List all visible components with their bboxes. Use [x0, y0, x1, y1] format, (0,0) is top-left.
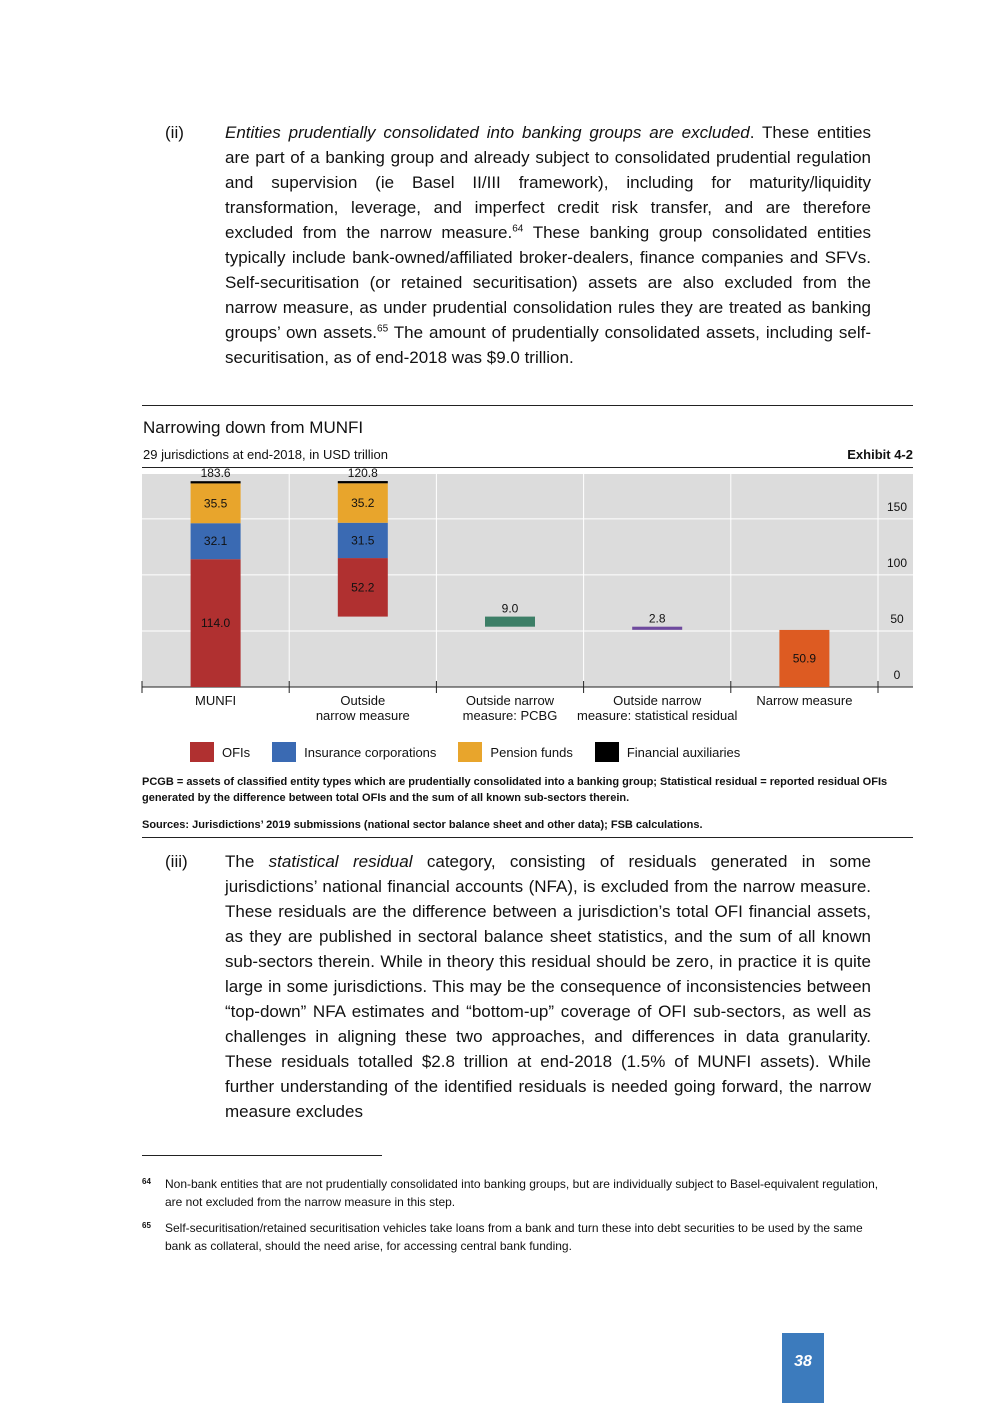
- legend-swatch: [190, 742, 214, 762]
- legend-label: Financial auxiliaries: [626, 744, 741, 760]
- exhibit-subtitle: 29 jurisdictions at end-2018, in USD trillion: [143, 447, 388, 462]
- text-segment: The: [225, 852, 269, 871]
- total-label: 2.8: [648, 611, 666, 626]
- footnote-ref-65[interactable]: 65: [377, 323, 389, 335]
- x-category-label: measure: PCBG: [462, 708, 558, 723]
- exhibit-number: Exhibit 4-2: [847, 447, 913, 462]
- paragraph-text: [225, 849, 871, 1124]
- data-label: 52.2: [351, 580, 375, 595]
- total-label: 120.8: [347, 466, 378, 481]
- legend-label: Pension funds: [490, 744, 573, 760]
- text-segment: category, consisting of residuals generated in some jurisdictions’ national financial accounts (NFA), is excluded from the narrow measure. These residuals are the difference between a jurisdiction’s total OFI financial assets, as they are published in sectoral balance sheet statistics, and the sum of all known sub-sectors therein. While in theory this residual should be zero, in practice it is quite large in some jurisdictions. This may be the consequence of inconsistencies between “top-down” NFA estimates and “bottom-up” coverage of OFI sub-sectors, as well as challenges in aligning these two approaches, and differences in data granularity. These residuals totalled $2.8 trillion at end-2018 (1.5% of MUNFI assets). While further understanding of the identified residuals is needed going forward, the narrow measure excludes: [225, 852, 871, 1121]
- footnote-text: Non-bank entities that are not prudentially consolidated into banking groups, but are individually subject to Basel-equivalent regulation, are not excluded from the narrow measure in this step.: [165, 1177, 879, 1209]
- footnote-number: 65: [142, 1221, 151, 1230]
- x-category-label: Outside: [340, 693, 386, 708]
- x-category-label: Narrow measure: [756, 693, 853, 708]
- legend-label: OFIs: [222, 744, 251, 760]
- footnote-ref-64[interactable]: 64: [512, 223, 524, 235]
- data-label: 31.5: [351, 533, 375, 548]
- legend-item-insurance: [272, 742, 436, 762]
- total-label: 183.6: [200, 466, 231, 481]
- text-segment: . These entities are part of a banking group and already subject to consolidated prudential regulation and supervision (ie Basel II/III framework), including for maturity/liquidity transformation, leverage, and imperfect credit risk transfer, and are therefore excluded from the narrow measure.: [225, 123, 871, 242]
- page-number-box: [782, 1333, 824, 1403]
- legend-label: Insurance corporations: [304, 744, 437, 760]
- bar-segment-statistical-residual: [632, 627, 682, 630]
- paragraph-marker: (iii): [165, 852, 188, 871]
- x-category-label: Outside narrow: [465, 693, 555, 708]
- chart-legend: [190, 742, 762, 762]
- exhibit-title: Narrowing down from MUNFI: [143, 418, 364, 437]
- legend-swatch: [458, 742, 482, 762]
- x-category-label: MUNFI: [195, 693, 237, 708]
- data-label: 35.5: [203, 496, 228, 511]
- y-tick-label: 0: [893, 668, 901, 682]
- paragraph-iii: [165, 849, 871, 1124]
- x-category-label: measure: statistical residual: [576, 708, 738, 723]
- text-segment: These banking group consolidated entities typically include bank-owned/affiliated broker-dealers, finance companies and SFVs. Self-securitisation (or retained securitisation) assets are also excluded from the narrow measure, as under prudential consolidation rules they are treated as banking groups’ own assets.: [225, 223, 871, 342]
- paragraph-marker: (ii): [165, 123, 184, 142]
- data-label: 50.9: [792, 651, 817, 666]
- footnote-text: Self-securitisation/retained securitisation vehicles take loans from a bank and turn these into debt securities to be used by the same bank as collateral, should the need arise, for accessing central bank funding.: [165, 1221, 863, 1253]
- footnote-65: [142, 1219, 882, 1255]
- data-label: 35.2: [351, 496, 375, 511]
- x-category-label: Outside narrow: [613, 693, 702, 708]
- y-tick-label: 50: [890, 611, 904, 626]
- legend-item-pension: [458, 742, 572, 762]
- legend-item-ofis: [190, 742, 250, 762]
- exhibit-bottom-rule: [142, 837, 913, 838]
- total-label: 9.0: [501, 601, 519, 616]
- footnote-64: [142, 1175, 882, 1211]
- text-segment: The amount of prudentially consolidated assets, including self-securitisation, as of end-2018 was $9.0 trillion.: [225, 323, 871, 367]
- italic-term: statistical residual: [268, 852, 413, 871]
- exhibit-sources: Sources: Jurisdictions’ 2019 submissions (national sector balance sheet and other data); FSB calculations.: [142, 819, 703, 831]
- legend-swatch: [272, 742, 296, 762]
- exhibit-note: PCGB = assets of classified entity types which are prudentially consolidated into a banking group; Statistical residual = reported residual OFIs generated by the difference between total OFIs and the sum of all known sub-sectors therein.: [142, 776, 888, 804]
- data-label: 114.0: [201, 616, 231, 631]
- legend-item-auxiliaries: [595, 742, 740, 762]
- data-label: 32.1: [203, 534, 228, 549]
- legend-swatch: [595, 742, 619, 762]
- bar-segment-financial-auxiliaries: [338, 481, 388, 483]
- x-category-label: narrow measure: [315, 708, 410, 723]
- footnote-number: 64: [142, 1177, 151, 1186]
- y-tick-label: 150: [886, 499, 908, 514]
- y-tick-label: 100: [886, 555, 908, 570]
- bar-segment-financial-auxiliaries: [191, 481, 241, 483]
- footnote-separator: [142, 1155, 382, 1156]
- lead-italic: Entities prudentially consolidated into banking groups are excluded: [225, 123, 750, 142]
- bar-segment-pcbg: [485, 617, 535, 627]
- page-number: 38: [794, 1353, 812, 1370]
